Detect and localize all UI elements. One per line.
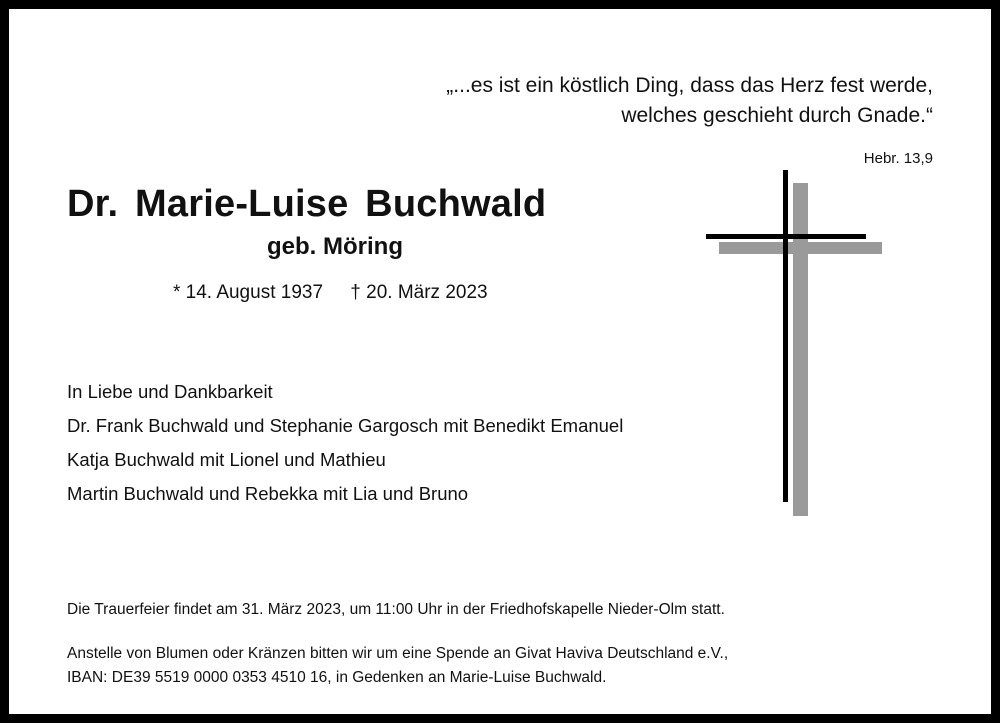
deceased-name: Dr. Marie-Luise Buchwald [67, 183, 547, 225]
donation-notice [67, 642, 728, 690]
maiden-name: geb. Möring [267, 233, 403, 260]
birth-date: * 14. August 1937 [173, 282, 324, 303]
quote-reference: Hebr. 13,9 [863, 150, 933, 167]
family-intro: In Liebe und Dankbarkeit [67, 381, 273, 402]
family-line: Dr. Frank Buchwald und Stephanie Gargosch mit Benedikt Emanuel [67, 415, 624, 436]
family-line: Katja Buchwald mit Lionel und Mathieu [67, 449, 386, 470]
cross-vertical-bar [783, 170, 788, 502]
cross-shadow-horizontal [719, 242, 882, 254]
donation-line-1: Anstelle von Blumen oder Kränzen bitten wir um eine Spende an Givat Haviva Deutschland e.V., [67, 645, 729, 662]
funeral-notice: Die Trauerfeier findet am 31. März 2023, um 11:00 Uhr in der Friedhofskapelle Nieder-Olm statt. [67, 601, 725, 618]
quote-line-1: „...es ist ein köstlich Ding, dass das Herz fest werde, [446, 74, 933, 97]
family-line: Martin Buchwald und Rebekka mit Lia und Bruno [67, 483, 469, 504]
quote-line-2: welches geschieht durch Gnade.“ [621, 104, 933, 127]
donation-line-2: IBAN: DE39 5519 0000 0353 4510 16, in Gedenken an Marie-Luise Buchwald. [67, 669, 607, 686]
death-date: † 20. März 2023 [350, 282, 488, 303]
cross-shadow-vertical [793, 183, 808, 516]
life-dates [173, 282, 488, 304]
family-list [67, 375, 623, 511]
bible-quote [446, 71, 933, 131]
cross-horizontal-bar [706, 234, 866, 239]
